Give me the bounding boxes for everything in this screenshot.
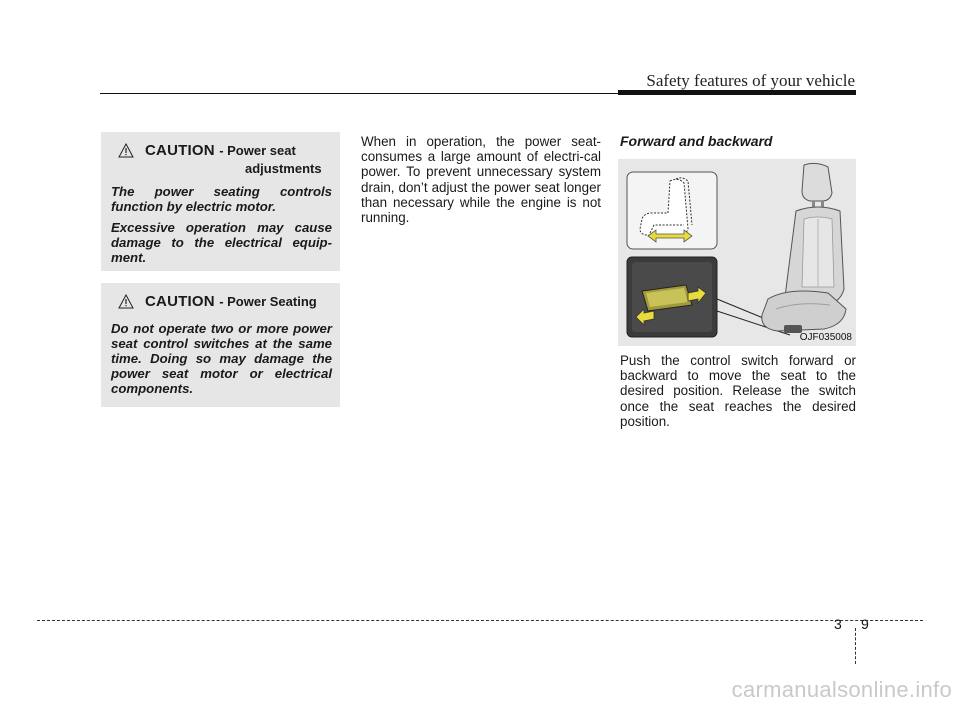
seat-drawing	[618, 159, 856, 346]
right-column	[620, 353, 856, 429]
body-paragraph: When in operation, the power seat-consumes a large amount of electri-cal power. To prevent unnecessary system drain, don’t adjust the power seat longer than necessary while the engine is not running.	[361, 134, 601, 226]
caution-header	[111, 142, 332, 176]
seat-illustration	[618, 159, 856, 346]
caution-box-power-seating	[101, 283, 340, 407]
caution-subtitle-line2: adjustments	[245, 161, 322, 176]
chapter-number: 3	[834, 616, 842, 632]
caution-subtitle: - Power Seating	[219, 294, 317, 309]
middle-column	[361, 134, 601, 225]
footer-rule	[37, 620, 923, 621]
caution-text: Do not operate two or more power seat control switches at the same time. Doing so may damage the power seat motor or electrical components.	[111, 321, 332, 396]
warning-triangle-icon	[118, 143, 134, 158]
caution-header	[111, 293, 332, 313]
caution-text: Excessive operation may cause damage to the electrical equip-ment.	[111, 220, 332, 265]
page-number-divider	[855, 628, 856, 664]
caution-subtitle: - Power seat	[219, 143, 296, 158]
body-paragraph: Push the control switch forward or backward to move the seat to the desired position. Release the switch once the seat reaches the desired position.	[620, 353, 856, 429]
page-number-value: 9	[861, 616, 869, 632]
page-header-title: Safety features of your vehicle	[646, 71, 855, 90]
caution-label: CAUTION	[145, 293, 215, 310]
caution-box-power-seat-adjustments	[101, 132, 340, 271]
header-rule-accent	[618, 90, 856, 95]
section-heading: Forward and backward	[620, 133, 773, 149]
caution-text: The power seating controls function by electric motor.	[111, 184, 332, 214]
caution-label: CAUTION	[145, 142, 215, 159]
figure-code: OJF035008	[799, 332, 852, 343]
warning-triangle-icon	[118, 294, 134, 309]
watermark: carmanualsonline.info	[731, 677, 952, 702]
